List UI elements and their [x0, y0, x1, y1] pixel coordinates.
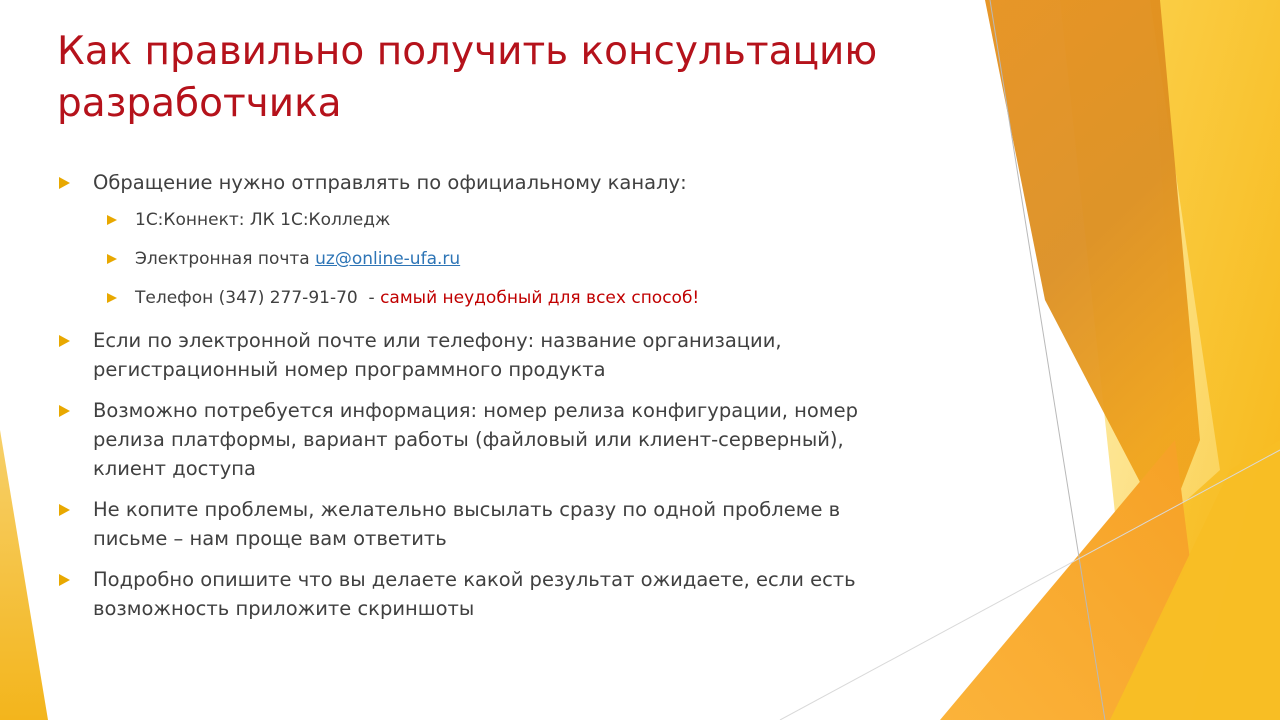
bullet-describe-details: [57, 565, 937, 623]
bullet-list: [57, 168, 937, 635]
phone-separator: -: [357, 288, 381, 308]
triangle-bullet-icon: [59, 177, 70, 189]
triangle-bullet-icon: [107, 254, 117, 264]
triangle-bullet-icon: [59, 405, 70, 417]
bullet-text-line: Если по электронной почте или телефону: название организации,: [93, 329, 782, 352]
bullet-email-phone-details: [57, 326, 937, 384]
bullet-text-line: Подробно опишите что вы делаете какой результат ожидаете, если есть: [93, 568, 856, 591]
email-link[interactable]: uz@online-ufa.ru: [315, 249, 461, 269]
bullet-text-line: письме – нам проще вам ответить: [93, 527, 447, 550]
bullet-text-line: клиент доступа: [93, 457, 256, 480]
email-label: Электронная почта: [135, 249, 310, 269]
bullet-text-line: возможность приложите скриншоты: [93, 597, 475, 620]
phone-warning: самый неудобный для всех способ!: [380, 288, 700, 308]
triangle-bullet-icon: [107, 215, 117, 225]
sub-bullet-phone: [57, 285, 937, 312]
bullet-text: 1С:Коннект: ЛК 1С:Колледж: [135, 210, 391, 230]
title-line: Как правильно получить консультацию: [57, 29, 878, 74]
triangle-bullet-icon: [59, 574, 70, 586]
bullet-text: Обращение нужно отправлять по официальному каналу:: [93, 171, 687, 194]
bullet-text-line: Не копите проблемы, желательно высылать сразу по одной проблеме в: [93, 498, 841, 521]
bullet-text-line: регистрационный номер программного продукта: [93, 358, 606, 381]
sub-bullet-connect: [57, 207, 937, 234]
sub-bullet-email: [57, 246, 937, 273]
bullet-text-line: релиза платформы, вариант работы (файловый или клиент-серверный),: [93, 428, 844, 451]
bullet-text-line: Возможно потребуется информация: номер релиза конфигурации, номер: [93, 399, 858, 422]
bullet-no-pile-up: [57, 495, 937, 553]
bullet-required-info: [57, 396, 937, 483]
phone-text: Телефон (347) 277-91-70: [135, 288, 358, 308]
bullet-official-channel: [57, 168, 937, 197]
triangle-bullet-icon: [59, 504, 70, 516]
triangle-bullet-icon: [59, 335, 70, 347]
triangle-bullet-icon: [107, 293, 117, 303]
title-line: разработчика: [57, 81, 342, 126]
slide-title: [57, 26, 977, 130]
